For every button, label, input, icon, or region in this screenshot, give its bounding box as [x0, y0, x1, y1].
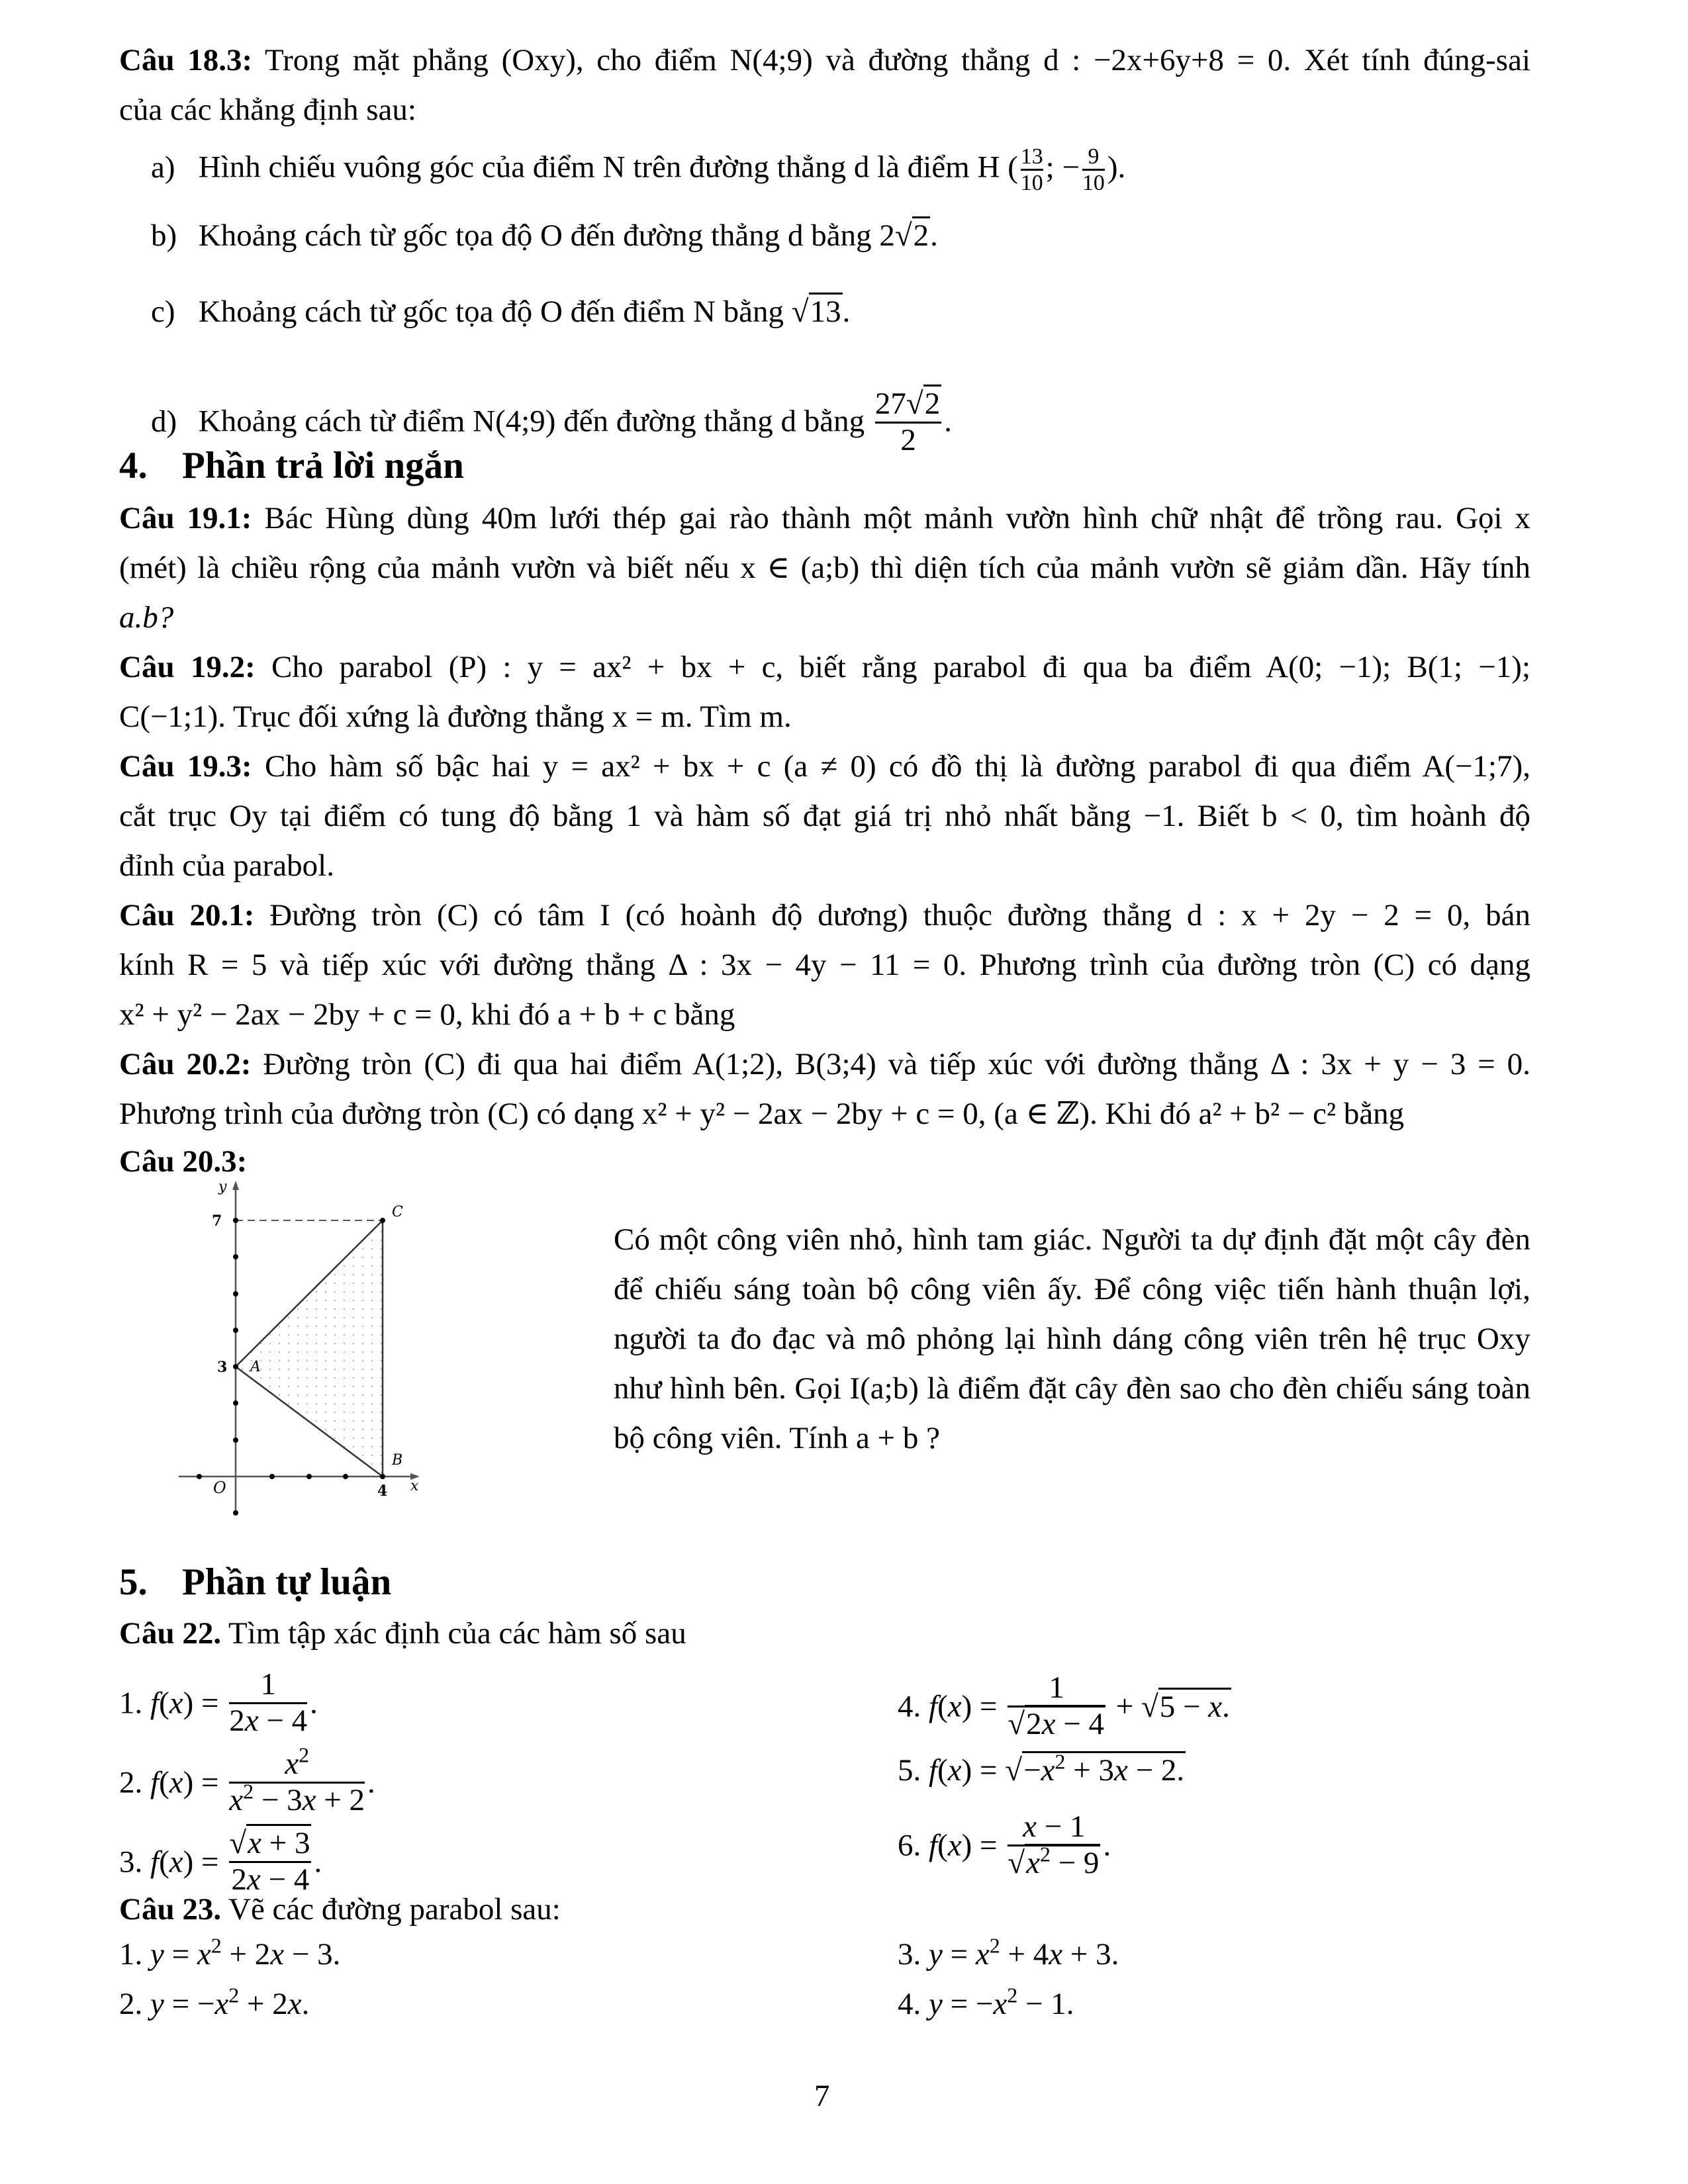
tick-label-7: 7 — [212, 1212, 222, 1230]
q22-label: Câu 22. — [119, 1616, 222, 1651]
q18-3-item-c — [151, 296, 850, 328]
y-axis-arrow-icon — [232, 1181, 239, 1190]
q20-2-line1: Câu 20.2: Đường tròn (C) đi qua hai điểm A(1;2), B(3;4) và tiếp xúc với đường thẳng Δ : 3x + y − 3 = 0. — [119, 1047, 1531, 1081]
section-5-heading: 5. Phần tự luận — [119, 1561, 392, 1603]
q19-2-label: Câu 19.2: — [119, 650, 256, 684]
q19-3-line2: cắt trục Oy tại điểm có tung độ bằng 1 và hàm số đạt giá trị nhỏ nhất bằng −1. Biết b < 0, tìm hoành độ — [119, 799, 1530, 833]
item-label: b) — [151, 218, 177, 253]
q22-function-5: 5. $f(x) = √-x^2 + 3x - 2$. — [898, 1750, 1185, 1788]
q20-2-line2: Phương trình của đường tròn (C) có dạng x² + y² − 2ax − 2by + c = 0, (a ∈ ℤ). Khi đó a² + b² − c² bằng — [119, 1097, 1405, 1131]
item-text: Khoảng cách từ điểm N(4;9) đến đường thẳng d bằng — [198, 404, 865, 439]
q20-3-label: Câu 20.3: — [119, 1144, 248, 1179]
q20-2-label: Câu 20.2: — [119, 1047, 252, 1081]
q20-1-line2: kính R = 5 và tiếp xúc với đường thẳng Δ : 3x − 4y − 11 = 0. Phương trình của đường tròn (C) có dạng — [119, 948, 1530, 982]
math-value: 2√2. — [879, 218, 938, 253]
section-4-heading: 4. Phần trả lời ngắn — [119, 445, 464, 486]
q23-item-1: 1. $y = x^2 + 2x - 3$. — [119, 1934, 341, 1972]
q23-heading: Câu 23. Vẽ các đường parabol sau: — [119, 1892, 561, 1927]
q23-item-2: 2. $y = -x^2 + 2x$. — [119, 1983, 310, 2021]
q20-1-line1: Câu 20.1: Đường tròn (C) có tâm I (có hoành độ dương) thuộc đường thẳng d : x + 2y − 2 = 0, bán — [119, 898, 1531, 933]
q19-1-line3: a.b? — [119, 600, 174, 635]
fraction: $\frac{13}{10}$ — [1020, 144, 1043, 196]
park-triangle-figure — [165, 1171, 457, 1516]
tick-label-3: 3 — [217, 1359, 228, 1376]
q18-3-line1 — [119, 45, 1530, 76]
math-value: √13. — [792, 295, 851, 329]
point-a-label: A — [250, 1359, 261, 1375]
q18-3-stem: Trong mặt phẳng (Oxy), cho điểm N(4;9) và đường thẳng d : −2x+6y+8 = 0. Xét tính đúng-sai — [265, 43, 1531, 77]
q23-item-3: 3. $y = x^2 + 4x + 3$. — [898, 1934, 1119, 1972]
q18-3-line2: của các khẳng định sau: — [119, 93, 416, 127]
item-text: Khoảng cách từ gốc tọa độ O đến điểm N bằng — [198, 295, 784, 329]
y-axis-label: y — [218, 1179, 227, 1195]
q23-item-4: 4. $y = -x^2 - 1$. — [898, 1983, 1074, 2021]
q23-label: Câu 23. — [119, 1892, 222, 1927]
q19-3-label: Câu 19.3: — [119, 749, 252, 784]
q18-3-label: Câu 18.3: — [119, 43, 253, 77]
q20-1-line3: x² + y² − 2ax − 2by + c = 0, khi đó a + b + c bằng — [119, 997, 735, 1032]
q19-1-line2: (mét) là chiều rộng của mảnh vườn và biết nếu x ∈ (a;b) thì diện tích của mảnh vườn sẽ giảm dần. Hãy tính — [119, 551, 1530, 585]
q20-3-paragraph: Có một công viên nhỏ, hình tam giác. Người ta dự định đặt một cây đèn để chiếu sáng toàn bộ công viên ấy. Để công việc tiến hành thuận lợi, người ta đo đạc và mô phỏng lại hình dáng công viên trên hệ trục Oxy như hình bên. Gọi I(a;b) là điểm đặt cây đèn sao cho đèn chiếu sáng toàn bộ công viên. Tính a + b ? — [614, 1222, 1530, 1455]
item-text: Hình chiếu vuông góc của điểm N trên đường thẳng d là điểm H — [198, 150, 1000, 185]
origin-label: O — [213, 1479, 226, 1497]
q18-3-item-d: d) Khoảng cách từ điểm N(4;9) đến đường thẳng d bằng $\frac{27√2}{2}$ . — [151, 387, 952, 457]
point-c-label: C — [392, 1204, 403, 1220]
fraction: $\frac{9}{10}$ — [1082, 144, 1105, 196]
q18-3-item-a — [151, 144, 1125, 195]
page-number: 7 — [814, 2079, 830, 2113]
q22-function-1: 1. f(x) = $\frac{1}{2x - 4}$ . — [119, 1667, 318, 1738]
triangle-fill — [236, 1220, 383, 1477]
q22-function-6: 6. f(x) = $\frac{x - 1}{√x^2 - 9}$ . — [898, 1809, 1111, 1880]
q19-3-line3: đỉnh của parabol. — [119, 848, 334, 883]
item-text: Khoảng cách từ gốc tọa độ O đến đường thẳng d bằng — [198, 218, 872, 253]
q19-1-label: Câu 19.1: — [119, 501, 252, 535]
item-label: a) — [151, 150, 175, 185]
q22-function-2: 2. f(x) = $\frac{x^2}{x^2 - 3x + 2}$ . — [119, 1743, 375, 1817]
point-h: ( $\frac{13}{10}$ ; − $\frac{9}{10}$ ). — [1008, 144, 1126, 196]
q19-3-line1: Câu 19.3: Cho hàm số bậc hai y = ax² + bx + c (a ≠ 0) có đồ thị là đường parabol đi qua điểm A(−1;7), — [119, 749, 1530, 784]
q22-function-3: 3. f(x) = $\frac{√x + 3}{2x - 4}$ . — [119, 1827, 322, 1897]
q20-1-label: Câu 20.1: — [119, 898, 255, 933]
q22-heading: Câu 22. Tìm tập xác định của các hàm số sau — [119, 1616, 686, 1651]
q19-1-line1: Câu 19.1: Bác Hùng dùng 40m lưới thép gai rào thành một mảnh vườn hình chữ nhật để trồng rau. Gọi x — [119, 501, 1531, 535]
point-b-label: B — [392, 1452, 403, 1469]
item-label: c) — [151, 295, 175, 329]
tick-label-4: 4 — [377, 1482, 388, 1500]
item-label: d) — [151, 404, 177, 439]
q19-2-line2: C(−1;1). Trục đối xứng là đường thẳng x = m. Tìm m. — [119, 700, 792, 734]
q18-3-item-b — [151, 220, 938, 251]
x-axis-label: x — [410, 1478, 419, 1494]
q22-function-4: 4. f(x) = $\frac{1}{√2x - 4}$ + √5 − x. — [898, 1670, 1230, 1741]
fraction: $\frac{27√2}{2}$ — [875, 387, 941, 457]
q19-2-line1: Câu 19.2: Cho parabol (P) : y = ax² + bx + c, biết rằng parabol đi qua ba điểm A(0; −1); B(1; −1); — [119, 650, 1531, 684]
